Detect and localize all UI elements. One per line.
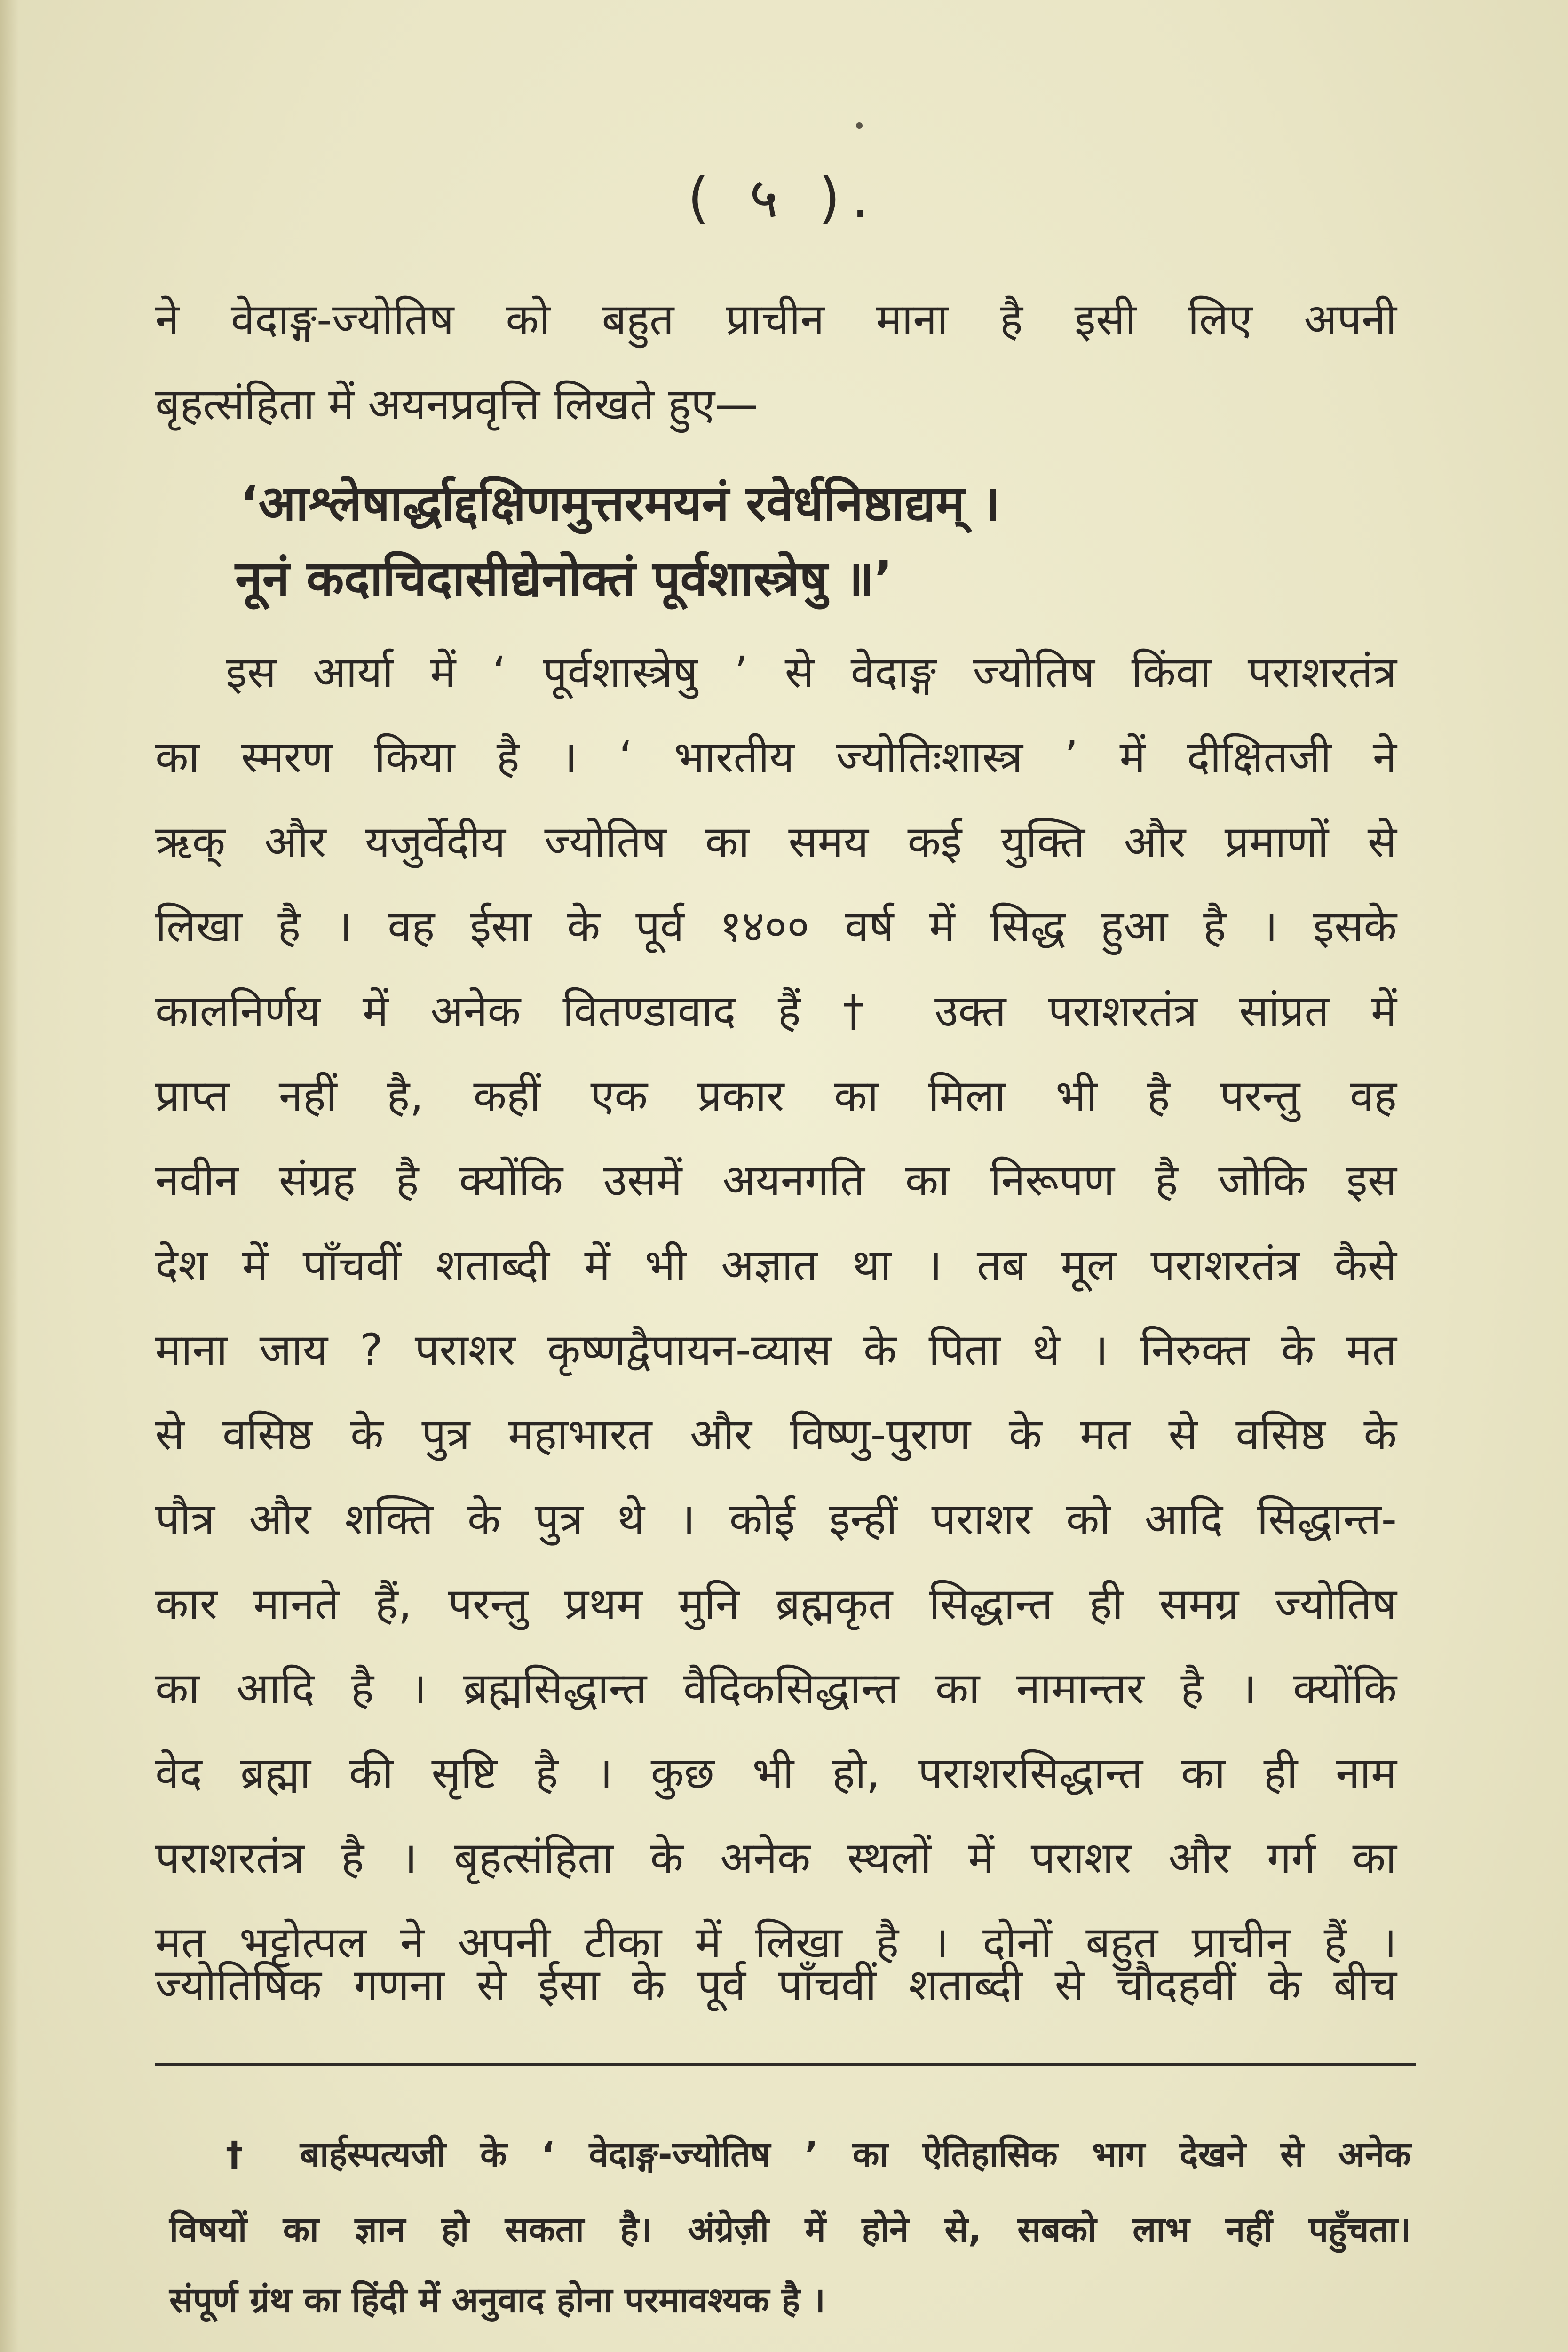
paragraph-line: माना जाय ? पराशर कृष्णद्वैपायन-व्यास के पिता थे । निरुक्त के मत: [155, 1325, 1397, 1375]
footnote-line: † बार्हस्पत्यजी के ‘ वेदाङ्ग-ज्योतिष ’ का ऐतिहासिक भाग देखने से अनेक: [226, 2134, 1411, 2175]
intro-line: ने वेदाङ्ग-ज्योतिष को बहुत प्राचीन माना है इसी लिए अपनी: [155, 294, 1397, 345]
paragraph-line: का स्मरण किया है । ‘ भारतीय ज्योतिःशास्त्र ’ में दीक्षितजी ने: [155, 732, 1397, 782]
paragraph-line: देश में पाँचवीं शताब्दी में भी अज्ञात था । तब मूल पराशरतंत्र कैसे: [155, 1240, 1397, 1290]
verse-line: नूनं कदाचिदासीद्येनोक्तं पूर्वशास्त्रेषु ॥’: [235, 550, 893, 607]
paragraph-line: नवीन संग्रह है क्योंकि उसमें अयनगति का निरूपण है जोकि इस: [155, 1155, 1397, 1206]
paragraph-line: का आदि है । ब्रह्मसिद्धान्त वैदिकसिद्धान्त का नामान्तर है । क्योंकि: [155, 1663, 1397, 1714]
paragraph-line: इस आर्या में ‘ पूर्वशास्त्रेषु ’ से वेदाङ्ग ज्योतिष किंवा पराशरतंत्र: [226, 647, 1397, 698]
paragraph-line: कार मानते हैं, परन्तु प्रथम मुनि ब्रह्मकृत सिद्धान्त ही समग्र ज्योतिष: [155, 1579, 1397, 1629]
paragraph-line: वेद ब्रह्मा की सृष्टि है । कुछ भी हो, पराशरसिद्धान्त का ही नाम: [155, 1748, 1397, 1798]
intro-line: बृहत्संहिता में अयनप्रवृत्ति लिखते हुए—: [155, 379, 759, 429]
paragraph-line: लिखा है । वह ईसा के पूर्व १४०० वर्ष में सिद्ध हुआ है । इसके: [155, 901, 1397, 952]
paragraph-line: पौत्र और शक्ति के पुत्र थे । कोई इन्हीं पराशर को आदि सिद्धान्त-: [155, 1494, 1397, 1544]
paragraph-line: ऋक् और यजुर्वेदीय ज्योतिष का समय कई युक्ति और प्रमाणों से: [155, 817, 1397, 867]
paragraph-line: पराशरतंत्र है । बृहत्संहिता के अनेक स्थलों में पराशर और गर्ग का: [155, 1833, 1397, 1883]
page-edge-shadow: [0, 0, 19, 2352]
paragraph-line: ज्योतिषिक गणना से ईसा के पूर्व पाँचवीं शताब्दी से चौदहवीं के बीच: [155, 1960, 1397, 2010]
paragraph-line: प्राप्त नहीं है, कहीं एक प्रकार का मिला भी है परन्तु वह: [155, 1071, 1397, 1121]
paragraph-line: से वसिष्ठ के पुत्र महाभारत और विष्णु-पुराण के मत से वसिष्ठ के: [155, 1409, 1397, 1460]
print-speck: [856, 122, 863, 129]
footnote-rule: [155, 2063, 1416, 2066]
footnote-line: संपूर्ण ग्रंथ का हिंदी में अनुवाद होना परमावश्यक है ।: [169, 2280, 825, 2320]
paragraph-line: मत भट्टोत्पल ने अपनी टीका में लिखा है । दोनों बहुत प्राचीन हैं ।: [155, 1917, 1397, 1968]
page-number: ( ५ ).: [688, 165, 880, 230]
verse-line: ‘आश्लेषार्द्धाद्दक्षिणमुत्तरमयनं रवेर्धनिष्ठाद्यम् ।: [240, 475, 1000, 532]
paragraph-line: कालनिर्णय में अनेक वितण्डावाद हैं † उक्त पराशरतंत्र सांप्रत में: [155, 986, 1397, 1036]
footnote-line: विषयों का ज्ञान हो सकता है। अंग्रेज़ी में होने से, सबको लाभ नहीं पहुँचता।: [169, 2209, 1411, 2250]
